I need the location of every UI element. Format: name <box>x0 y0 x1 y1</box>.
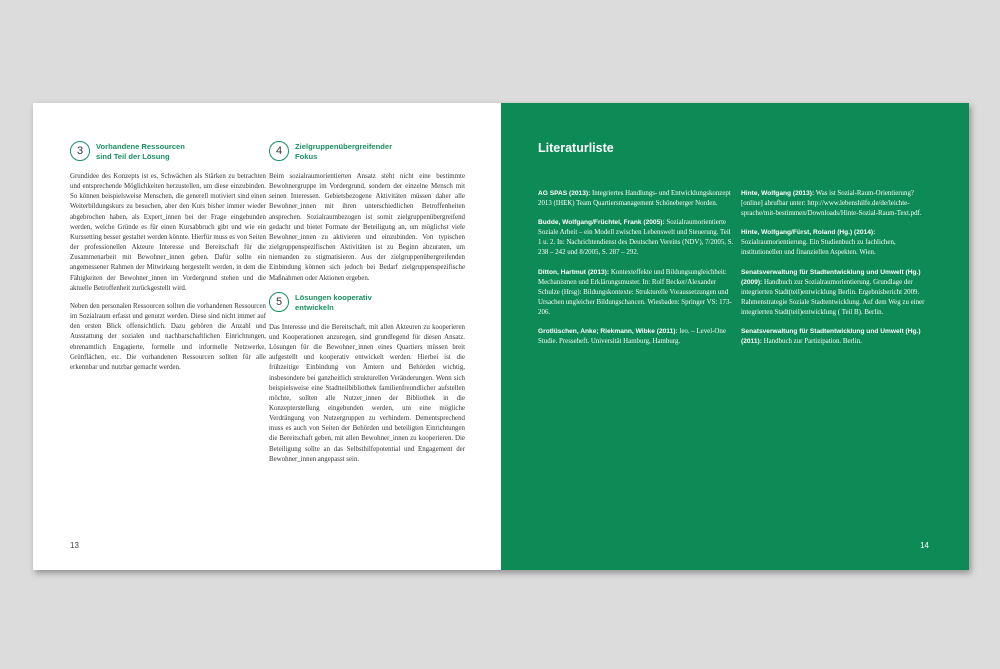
paragraph: Neben den personalen Ressourcen sollten die vorhandenen Ressourcen im Sozialraum erfasst und genutzt werden. Diese sind nicht immer auf den ersten Blick offensichtlich. Dazu gehören die Anzahl und Ausstattung der sozialen und nachbarschaftlichen Einrichtungen, ehrenamtlich Engagierte, formelle und informelle Netzwerke, Grünflächen, etc. Die vorhandenen Ressourcen sollten für alle erkennbar und nutzbar gemacht werden. <box>70 302 266 371</box>
section-title: Vorhandene Ressourcen sind Teil der Lösung <box>96 142 185 161</box>
section-number-badge: 4 <box>269 141 289 161</box>
bibliography-entry: Hinte, Wolfgang/Fürst, Roland (Hg.) (2014): Sozialraumorientierung. Ein Studienbuch zu fachlichen, institutionellen und finanziellen Aspekten. Wien. <box>741 229 896 257</box>
left-column-1 <box>70 141 266 381</box>
page-number: 13 <box>70 541 79 550</box>
bibliography-entry: Senatsverwaltung für Stadtentwicklung und Umwelt (Hg.) (2009): Handbuch zur Sozialraumorientierung. Grundlage der integrierten Stadt(teil)entwicklung Berlin. Ergebnisbericht 2009. Rahmenstrategie Soziale Stadtentwicklung. Auf dem Weg zu einer integrierten Stadt(teil)entwicklung ( Teil B). Berlin. <box>741 268 925 316</box>
bibliography-entry: Budde, Wolfgang/Früchtel, Frank (2005): Sozialraumorientierte Soziale Arbeit – ein Modell zwischen Lebenswelt und Steuerung. Teil 1 u. 2. In: Nachrichtendienst des Deutschen Vereins (NDV), 7/2005, S. 238 – 242 und 8/2005, S. 287 – 292. <box>538 219 734 257</box>
left-page <box>33 103 501 570</box>
section-number-badge: 5 <box>269 292 289 312</box>
book-spread <box>33 103 969 570</box>
bibliography-entry: Hinte, Wolfgang (2013): Was ist Sozial-Raum-Orientierung? [online] abrufbar unter: http://www.lebenshilfe.de/de/leichte-sprache/mit-bestimmen/Downloads/Hinte-Sozial-Raum-Text.pdf. <box>741 190 922 218</box>
paragraph: Beim sozialraumorientierten Ansatz steht nicht eine bestimmte Bewohnergruppe im Vordergrund, sondern der einzelne Mensch mit seinen Interessen. Gebietsbezogene Aktivitäten müssen daher alle Bewohner_innen mit ihren unterschiedlichen Betroffenheiten ansprechen. Sozialraumbezogen ist somit zielgruppenübergreifend gedacht und bietet Formate der Beteiligung an, um möglichst viele Bewohner_innen zu aktivieren und einzubinden. Von typischen zielgruppenspezifischen Aktivitäten ist zu Beginn abzuraten, um niemanden zu stigmatisieren. Aus der zielgruppenübergreifenden Einbindung können sich jedoch bei Bedarf zielgruppenspezifische Maßnahmen oder Aktionen ergeben. <box>269 173 465 282</box>
left-column-2 <box>269 141 465 473</box>
paragraph: Grundidee des Konzepts ist es, Schwächen als Stärken zu betrachten und entsprechende Möglichkeiten herzustellen, um diese einzubinden. So können beispielsweise Menschen, die generell motiviert sind einen Weiterbildungskurs zu besuchen, aber den Kurs bisher immer wieder abgebrochen haben, als Expert_innen bei der Frage eingebunden werden, welche Gründe es für einen Kursabbruch gibt und wie ein Kurssetting besser gestaltet werden könnte. Hierfür muss es von Seiten der professionellen Akteure Interesse und Bereitschaft für die Zusammenarbeit mit Bewohner_innen geben. Dafür sollte ein angemessener Rahmen der Mitwirkung hergestellt werden, in dem die Fähigkeiten der Bewohner_innen im Vordergrund stehen und die aktuelle Betroffenheit zurückgestellt wird. <box>70 173 266 292</box>
section-3-heading <box>70 141 266 162</box>
section-5-heading <box>269 292 465 313</box>
page-title: Literaturliste <box>538 141 614 155</box>
bibliography-entry: Ditton, Hartmut (2013): Kontexteffekte und Bildungsungleichheit: Mechanismen und Erklärungsmuster. In: Rolf Becker/Alexander Schulze (Hrsg): Bildungskontexte: Strukturelle Voraussetzungen und Ursachen ungleicher Bildungschancen. Wiesbaden: Springer VS: 173-206. <box>538 268 732 316</box>
section-title: Lösungen kooperativ entwickeln <box>295 292 372 312</box>
section-4-heading <box>269 141 465 162</box>
bibliography-entry: Senatsverwaltung für Stadtentwicklung und Umwelt (Hg.) (2011): Handbuch zur Partizipation. Berlin. <box>741 328 921 346</box>
bibliography-column-1 <box>538 189 734 356</box>
bibliography-entry: Grotlüschen, Anke; Riekmann, Wibke (2011): leo. – Level-One Studie. Presseheft. Universität Hamburg, Hamburg. <box>538 328 726 346</box>
page-number: 14 <box>920 541 929 550</box>
paragraph: Das Interesse und die Bereitschaft, mit allen Akteuren zu kooperieren und Kooperationen anzuregen, sind grundlegend für diesen Ansatz. Lösungen für die Bewohner_innen eines Quartiers müssen breit aufgestellt und kooperativ entwickelt werden. Hierbei ist die frühzeitige Einbindung von Ämtern und Behörden wichtig, insbesondere bei ganzheitlich strukturellen Veränderungen. Wenn sich beispielsweise eine Stadtteilbibliothek familienfreundlicher aufstellen möchte, sollten alle Nutzer_innen der Bibliothek in die Konzepterstellung eingebunden werden, um eine mögliche Verdrängung von Nutzergruppen zu verhindern. Dementsprechend muss es auch von Seiten der Behörden und beteiligten Einrichtungen die Bereitschaft geben, mit allen Bewohner_innen zu kooperieren. Die Beteiligung sollte an das Selbsthilfepotential und Engagement der Bewohner_innen angepasst sein. <box>269 323 465 463</box>
right-page <box>501 103 969 570</box>
section-title: Zielgruppenübergreifender Fokus <box>295 142 393 161</box>
bibliography-column-2 <box>741 189 937 356</box>
bibliography-entry: AG SPAS (2013): Integriertes Handlungs- und Entwicklungskonzept 2013 (IHEK) Team Quartiersmanagement Schöneberger Norden. <box>538 190 731 208</box>
section-number-badge: 3 <box>70 141 90 161</box>
